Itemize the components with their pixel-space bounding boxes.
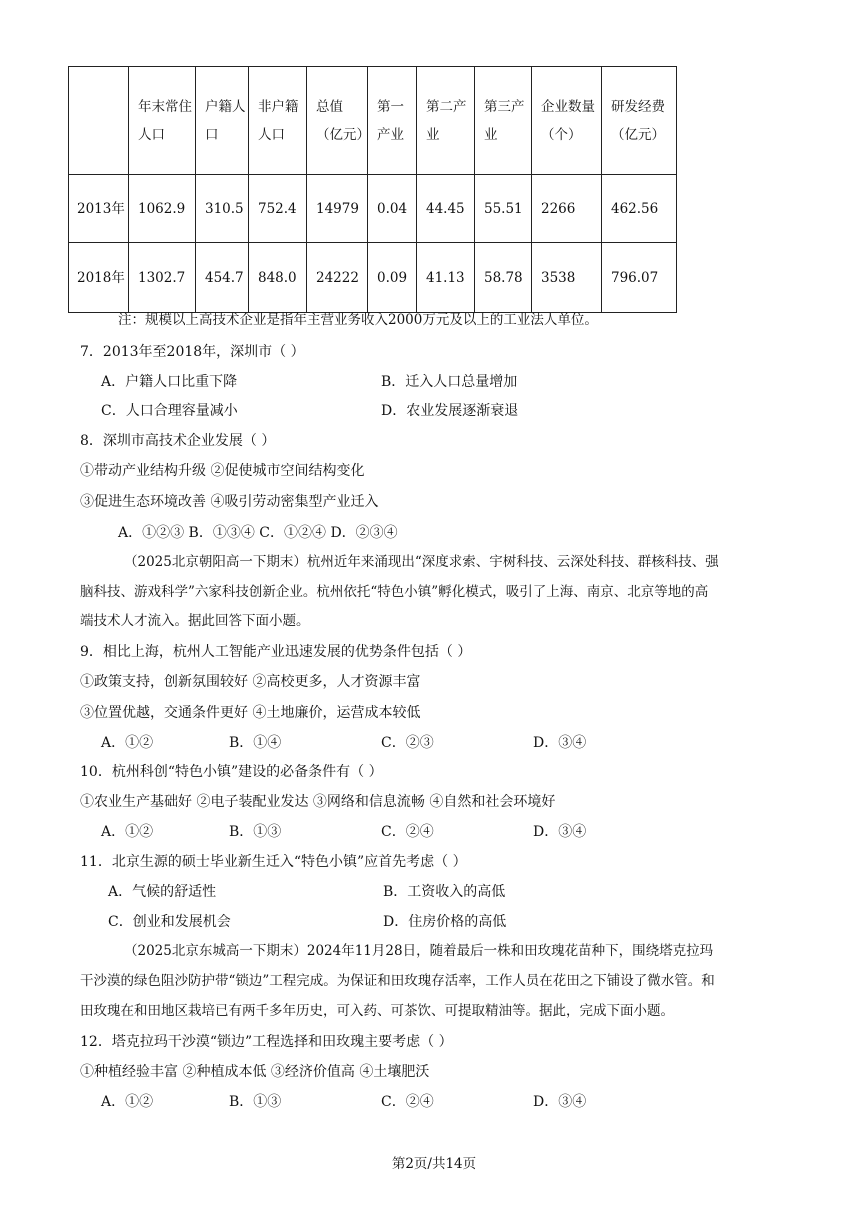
table-cell: 55.51 xyxy=(475,175,532,243)
header-cell: 非户籍人口 xyxy=(249,67,307,175)
table-cell: 310.5 xyxy=(196,175,249,243)
q7-option-a: A．户籍人口比重下降 xyxy=(101,374,238,390)
header-cell: 年末常住人口 xyxy=(129,67,196,175)
header-cell: 研发经费（亿元） xyxy=(602,67,677,175)
question-10-stem: 10．杭州科创“特色小镇”建设的必备条件有（ ） xyxy=(80,764,383,780)
q9-option-a: A．①② xyxy=(101,735,154,751)
q9-option-b: B．①④ xyxy=(229,735,282,751)
q11-option-a: A．气候的舒适性 xyxy=(108,884,217,900)
q7-option-d: D．农业发展逐渐衰退 xyxy=(381,403,519,419)
question-7-stem: 7．2013年至2018年，深圳市（ ） xyxy=(80,344,305,360)
question-8-stem: 8．深圳市高技术企业发展（ ） xyxy=(80,433,276,449)
passage-1-line-2: 脑科技、游戏科学”六家科技创新企业。杭州依托“特色小镇”孵化模式，吸引了上海、南京、北京等地的高 xyxy=(80,584,709,600)
table-cell: 454.7 xyxy=(196,243,249,313)
table-cell: 1062.9 xyxy=(129,175,196,243)
table-row xyxy=(69,243,677,313)
passage-1-line-1: （2025北京朝阳高一下期末）杭州近年来涌现出“深度求索、宇树科技、云深处科技、群核科技、强 xyxy=(124,554,719,570)
header-cell: 第一产业 xyxy=(368,67,417,175)
statistics-table xyxy=(68,66,677,313)
table-cell: 752.4 xyxy=(249,175,307,243)
table-cell: 24222 xyxy=(307,243,368,313)
q10-option-b: B．①③ xyxy=(229,824,282,840)
table-cell: 2266 xyxy=(532,175,602,243)
header-cell: 第二产业 xyxy=(417,67,475,175)
table-cell: 14979 xyxy=(307,175,368,243)
table-cell: 0.09 xyxy=(368,243,417,313)
passage-2-line-3: 田玫瑰在和田地区栽培已有两千多年历史，可入药、可茶饮、可提取精油等。据此，完成下面小题。 xyxy=(80,1003,674,1019)
question-11-stem: 11．北京生源的硕士毕业新生迁入“特色小镇”应首先考虑（ ） xyxy=(80,854,467,870)
table-cell: 796.07 xyxy=(602,243,677,313)
question-9-stem: 9．相比上海，杭州人工智能产业迅速发展的优势条件包括（ ） xyxy=(80,644,472,660)
question-12-stem: 12．塔克拉玛干沙漠“锁边”工程选择和田玫瑰主要考虑（ ） xyxy=(80,1034,453,1050)
q11-option-c: C．创业和发展机会 xyxy=(108,914,231,930)
q10-option-c: C．②④ xyxy=(381,824,434,840)
table-cell: 44.45 xyxy=(417,175,475,243)
q12-statements: ①种植经验丰富 ②种植成本低 ③经济价值高 ④土壤肥沃 xyxy=(80,1064,430,1080)
table-cell: 41.13 xyxy=(417,243,475,313)
table-cell: 462.56 xyxy=(602,175,677,243)
header-cell: 第三产业 xyxy=(475,67,532,175)
table-cell-year: 2013年 xyxy=(69,175,129,243)
q8-statements-2: ③促进生态环境改善 ④吸引劳动密集型产业迁入 xyxy=(80,494,379,510)
passage-1-line-3: 端技术人才流入。据此回答下面小题。 xyxy=(80,613,310,629)
q10-statements: ①农业生产基础好 ②电子装配业发达 ③网络和信息流畅 ④自然和社会环境好 xyxy=(80,794,556,810)
table-cell-year: 2018年 xyxy=(69,243,129,313)
q12-option-a: A．①② xyxy=(101,1094,154,1110)
table-cell: 848.0 xyxy=(249,243,307,313)
page-number: 第2页/共14页 xyxy=(391,1156,477,1172)
header-cell: 总值（亿元） xyxy=(307,67,368,175)
q9-statements-1: ①政策支持，创新氛围较好 ②高校更多，人才资源丰富 xyxy=(80,674,421,690)
q9-option-c: C．②③ xyxy=(381,735,434,751)
q11-option-d: D．住房价格的高低 xyxy=(383,914,507,930)
table-row xyxy=(69,175,677,243)
q7-option-c: C．人口合理容量减小 xyxy=(101,403,238,419)
q7-option-b: B．迁入人口总量增加 xyxy=(381,374,518,390)
q10-option-d: D．③④ xyxy=(533,824,587,840)
q12-option-d: D．③④ xyxy=(533,1094,587,1110)
q9-option-d: D．③④ xyxy=(533,735,587,751)
table-note: 注：规模以上高技术企业是指年主营业务收入2000万元及以上的工业法人单位。 xyxy=(118,312,598,328)
passage-2-line-1: （2025北京东城高一下期末）2024年11月28日，随着最后一株和田玫瑰花苗种下，围绕塔克拉玛 xyxy=(124,943,714,959)
q12-option-b: B．①③ xyxy=(229,1094,282,1110)
header-cell xyxy=(69,67,129,175)
header-cell: 户籍人口 xyxy=(196,67,249,175)
table-cell: 0.04 xyxy=(368,175,417,243)
table-cell: 1302.7 xyxy=(129,243,196,313)
q12-option-c: C．②④ xyxy=(381,1094,434,1110)
q9-statements-2: ③位置优越，交通条件更好 ④土地廉价，运营成本较低 xyxy=(80,705,421,721)
table-cell: 58.78 xyxy=(475,243,532,313)
passage-2-line-2: 干沙漠的绿色阻沙防护带“锁边”工程完成。为保证和田玫瑰存活率，工作人员在花田之下铺设了微水管。和 xyxy=(80,973,715,989)
q8-options: A．①②③ B．①③④ C．①②④ D．②③④ xyxy=(118,525,398,541)
table-header-row xyxy=(69,67,677,175)
header-cell: 企业数量（个） xyxy=(532,67,602,175)
table-cell: 3538 xyxy=(532,243,602,313)
q11-option-b: B．工资收入的高低 xyxy=(383,884,506,900)
q10-option-a: A．①② xyxy=(101,824,154,840)
q8-statements-1: ①带动产业结构升级 ②促使城市空间结构变化 xyxy=(80,463,365,479)
